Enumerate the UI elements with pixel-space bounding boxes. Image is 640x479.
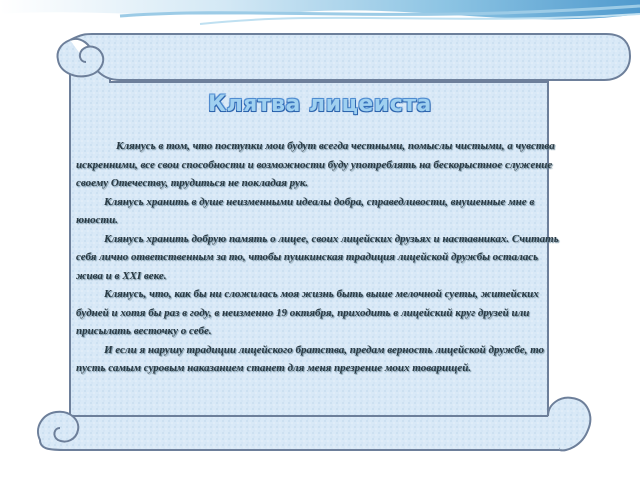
oath-paragraph: Клянусь хранить добрую память о лицее, своих лицейских друзьях и наставниках. Считать себя лично ответственным за то, чтобы пушкинская традиция лицейской дружбы осталась жива и в XXI веке.	[76, 232, 559, 282]
oath-paragraph: Клянусь хранить в душе неизменными идеалы добра, справедливости, внушенные мне в юности.	[76, 195, 535, 226]
oath-paragraph: Клянусь в том, что поступки мои будут всегда честными, помыслы чистыми, а чувства искренними, все свои способности и возможности буду употреблять на бескорыстное служение своему Отечеству, трудиться не покладая рук.	[76, 140, 555, 189]
oath-text	[76, 137, 564, 378]
page-title: Клятва лицеиста	[208, 92, 432, 117]
oath-paragraph: Клянусь, что, как бы ни сложилась моя жизнь быть выше мелочной суеты, житейских будней и хотя бы раз в году, в неизменно 19 октября, приходить в лицейский круг друзей или присылать весточку о себе.	[76, 288, 539, 337]
oath-paragraph: И если я нарушу традиции лицейского братства, предам верность лицейской дружбе, то пусть самым суровым наказанием станет для меня презрение моих товарищей.	[76, 343, 545, 374]
